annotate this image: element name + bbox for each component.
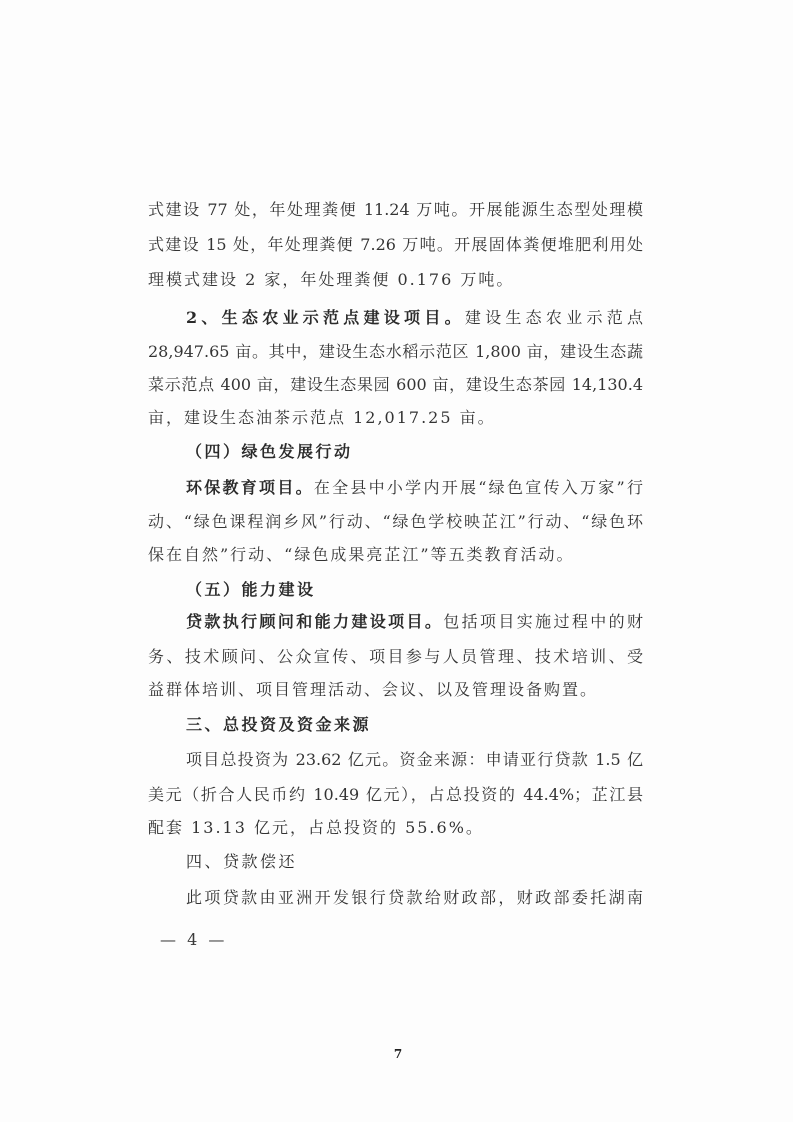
item-title: 贷款执行顾问和能力建设项目。: [186, 612, 444, 631]
body-line: 务、技术顾问、公众宣传、项目参与人员管理、技术培训、受: [148, 647, 643, 666]
body-line: [186, 307, 643, 329]
body-line: 项目总投资为 23.62 亿元。资金来源：申请亚行贷款 1.5 亿: [186, 750, 643, 769]
body-line: [186, 611, 643, 633]
section-heading: （五）能力建设: [186, 580, 316, 599]
body-line: 菜示范点 400 亩，建设生态果园 600 亩，建设生态茶园 14,130.4: [148, 375, 643, 394]
body-text: 包括项目实施过程中的财: [443, 612, 643, 631]
body-text: 建设生态农业示范点: [464, 308, 643, 327]
body-line: 动、“绿色课程润乡风”行动、“绿色学校映芷江”行动、“绿色环: [148, 512, 643, 531]
body-line: [186, 477, 643, 499]
page-number: 7: [393, 1047, 403, 1061]
body-line: 美元（折合人民币约 10.49 亿元），占总投资的 44.4%；芷江县: [148, 785, 643, 804]
section-heading: （四）绿色发展行动: [186, 442, 353, 461]
item-title: 2、生态农业示范点建设项目。: [186, 308, 465, 327]
body-line: 式建设 15 处，年处理粪便 7.26 万吨。开展固体粪便堆肥利用处: [148, 235, 643, 254]
body-line: 亩，建设生态油茶示范点 12,017.25 亩。: [148, 408, 496, 427]
body-line: 理模式建设 2 家，年处理粪便 0.176 万吨。: [148, 270, 515, 289]
section-heading: 三、总投资及资金来源: [186, 715, 372, 734]
inner-page-number: — 4 —: [160, 930, 228, 949]
body-line: 此项贷款由亚洲开发银行贷款给财政部，财政部委托湖南: [186, 888, 643, 907]
body-line: 式建设 77 处，年处理粪便 11.24 万吨。开展能源生态型处理模: [148, 200, 643, 219]
body-line: 益群体培训、项目管理活动、会议、以及管理设备购置。: [148, 680, 599, 699]
body-line: 保在自然”行动、“绿色成果亮芷江”等五类教育活动。: [148, 545, 575, 564]
body-line: 配套 13.13 亿元，占总投资的 55.6%。: [148, 818, 484, 837]
section-heading: 四、贷款偿还: [186, 852, 298, 871]
item-title: 环保教育项目。: [186, 478, 314, 497]
body-text: 在全县中小学内开展“绿色宣传入万家”行: [313, 478, 643, 497]
body-line: 28,947.65 亩。其中，建设生态水稻示范区 1,800 亩，建设生态蔬: [148, 342, 643, 361]
